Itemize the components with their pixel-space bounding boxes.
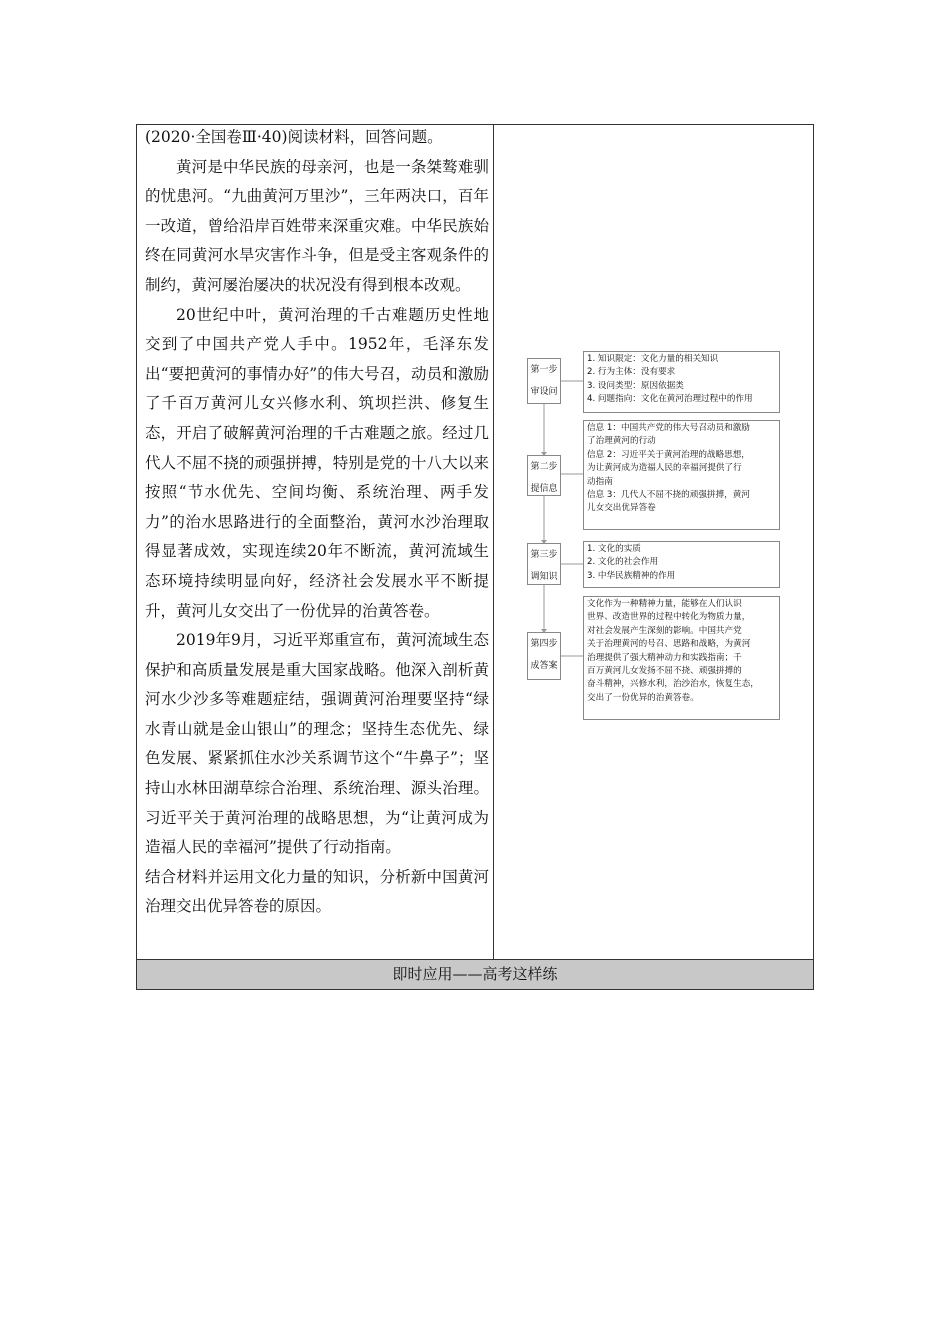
material-text [145, 125, 489, 922]
step-2-line: 儿女交出优异答卷 [587, 503, 656, 514]
step-4-content [583, 596, 780, 720]
section-heading: 即时应用——高考这样练 [392, 965, 558, 983]
step-2-label [527, 455, 561, 496]
step-2-line: 信息 3：几代人不屈不挠的顽强拼搏，黄河 [587, 490, 750, 501]
step-1-subtitle: 审设问 [530, 387, 558, 397]
step-4-line: 文化作为一种精神力量，能够在人们认识 [587, 599, 742, 609]
question-source: (2020·全国卷Ⅲ·40)阅读材料，回答问题。 [145, 128, 443, 146]
step-2-line: 信息 2：习近平关于黄河治理的战略思想， [587, 449, 750, 460]
step-1-line: 2. 行为主体：没有要求 [587, 367, 676, 378]
step-4-line: 百万黄河儿女发扬不屈不挠、顽强拼搏的 [587, 666, 742, 677]
step-3-label [527, 543, 561, 585]
step-3-subtitle: 调知识 [530, 572, 558, 582]
material-cell [137, 125, 494, 959]
step-3-line: 2. 文化的社会作用 [587, 557, 659, 568]
step-4-line: 对社会发展产生深刻的影响。中国共产党 [587, 625, 742, 636]
step-4-label [527, 632, 561, 680]
content-table [136, 124, 814, 990]
flowchart-cell [494, 125, 813, 959]
step-1-title: 第一步 [530, 365, 558, 375]
step-2-subtitle: 提信息 [530, 484, 558, 494]
step-4-line: 交出了一份优异的治黄答卷。 [587, 692, 699, 703]
step-3-line: 1. 文化的实质 [587, 544, 641, 554]
step-2-title: 第二步 [530, 462, 558, 472]
step-1-content [583, 351, 780, 413]
step-4-line: 奋斗精神，兴修水利，治沙治水，恢复生态， [587, 679, 759, 690]
step-4-subtitle: 成答案 [530, 661, 558, 671]
step-2-line: 为让黄河成为造福人民的幸福河提供了行 [587, 463, 742, 474]
step-3-content [583, 541, 780, 588]
section-heading-row [137, 959, 813, 989]
material-paragraph: 黄河是中华民族的母亲河，也是一条桀骜难驯的忧患河。“九曲黄河万里沙”，三年两决口，百年一改道，曾给沿岸百姓带来深重灾难。中华民族始终在同黄河水旱灾害作斗争，但是受主客观条件的制约，黄河屡治屡决的状况没有得到根本改观。 [145, 157, 489, 294]
step-4-line: 关于治理黄河的号召、思路和战略，为黄河 [587, 639, 751, 650]
step-2-content [583, 420, 780, 530]
step-1-line: 3. 设问类型：原因依据类 [587, 380, 684, 391]
material-paragraph: 20世纪中叶，黄河治理的千古难题历史性地交到了中国共产党人手中。1952年，毛泽东发出“要把黄河的事情办好”的伟大号召，动员和激励了千百万黄河儿女兴修水利、筑坝拦洪、修复生态，开启了破解黄河治理的千古难题之旅。经过几代人不屈不挠的顽强拼搏，特别是党的十八大以来按照“节水优先、空间均衡、系统治理、两手发力”的治水思路进行的全面整治，黄河水沙治理取得显著成效，实现连续20年不断流，黄河流域生态环境持续明显向好，经济社会发展水平不断提升，黄河儿女交出了一份优异的治黄答卷。 [145, 305, 489, 620]
step-1-label [527, 358, 561, 404]
question-prompt: 结合材料并运用文化力量的知识，分析新中国黄河治理交出优异答卷的原因。 [145, 867, 489, 916]
step-2-line: 动指南 [587, 476, 613, 487]
step-1-line: 1. 知识限定：文化力量的相关知识 [587, 354, 719, 364]
material-paragraph: 2019年9月，习近平郑重宣布，黄河流域生态保护和高质量发展是重大国家战略。他深入剖析黄河水少沙多等难题症结，强调黄河治理要坚持“绿水青山就是金山银山”的理念；坚持生态优先、绿色发展、紧紧抓住水沙关系调节这个“牛鼻子”；坚持山水林田湖草综合治理、系统治理、源头治理。习近平关于黄河治理的战略思想，为“让黄河成为造福人民的幸福河”提供了行动指南。 [145, 631, 489, 857]
step-4-title: 第四步 [530, 639, 558, 649]
step-1-line: 4. 问题指向：文化在黄河治理过程中的作用 [587, 394, 753, 405]
step-4-line: 治理提供了强大精神动力和实践指南；千 [587, 652, 742, 663]
step-3-title: 第三步 [530, 550, 558, 560]
step-2-line: 信息 1：中国共产党的伟大号召动员和激励 [587, 423, 750, 433]
step-4-line: 世界、改造世界的过程中转化为物质力量， [587, 612, 751, 623]
step-2-line: 了治理黄河的行动 [587, 436, 656, 447]
step-3-line: 3. 中华民族精神的作用 [587, 570, 676, 581]
